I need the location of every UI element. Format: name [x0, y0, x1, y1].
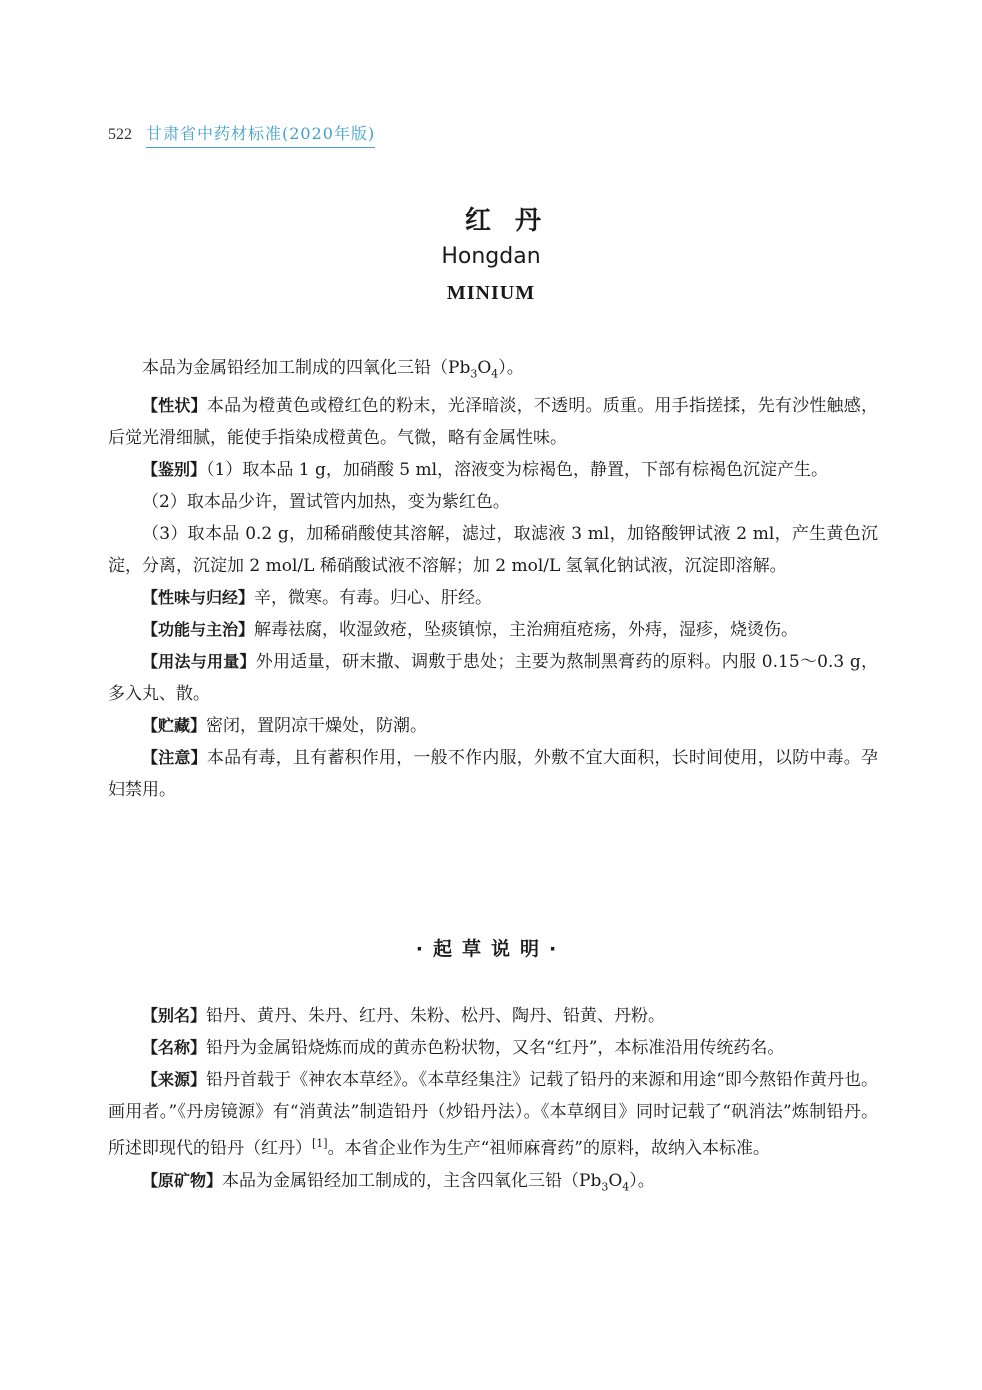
mineral-label: 【原矿物】	[142, 1170, 223, 1190]
nature-meridian-label: 【性味与归经】	[142, 588, 255, 608]
running-header	[108, 124, 375, 148]
caution-label: 【注意】	[142, 748, 207, 768]
storage-paragraph: 【贮藏】密闭，置阴凉干燥处，防潮。	[142, 716, 428, 737]
identification-label: 【鉴别】	[142, 460, 207, 480]
source-label: 【来源】	[142, 1070, 207, 1089]
identification-paragraph-3: （3）取本品 0.2 g，加稀硝酸使其溶解，滤过，取滤液 3 ml，加铬酸钾试液 2 ml，产生黄色沉淀，分离，沉淀加 2 mol/L 稀硝酸试液不溶解；加 2 mol/L 氢氧化钠试液，沉淀即溶解。	[108, 524, 878, 577]
identification-paragraph-1: 【鉴别】（1）取本品 1 g，加硝酸 5 ml，溶液变为棕褐色，静置，下部有棕褐色沉淀产生。	[142, 460, 829, 481]
description-paragraph: 【性状】本品为橙黄色或橙红色的粉末，光泽暗淡，不透明。质重。用手指搓揉，先有沙性触感，后觉光滑细腻，能使手指染成橙黄色。气微，略有金属性味。	[108, 396, 878, 449]
alias-label: 【别名】	[142, 1006, 207, 1025]
intro-paragraph: 本品为金属铅经加工制成的四氧化三铅$(Pb_3O_4)$。	[142, 358, 524, 381]
caution-paragraph: 【注意】本品有毒，且有蓄积作用，一般不作内服，外敷不宜大面积，长时间使用，以防中毒。孕妇禁用。	[108, 748, 878, 801]
function-paragraph: 【功能与主治】解毒祛腐，收湿敛疮，坠痰镇惊，主治痈疽疮疡，外痔，湿疹，烧烫伤。	[142, 620, 799, 641]
name-label: 【名称】	[142, 1038, 207, 1057]
page-number: 522	[108, 126, 132, 143]
identification-paragraph-2: （2）取本品少许，置试管内加热，变为紫红色。	[142, 492, 510, 513]
description-label: 【性状】	[142, 396, 207, 416]
nature-meridian-paragraph: 【性味与归经】辛，微寒。有毒。归心、肝经。	[142, 588, 493, 609]
drafting-notes-heading: ·起草说明·	[415, 938, 567, 960]
name-paragraph: 【名称】铅丹为金属铅烧炼而成的黄赤色粉状物，又名“红丹”，本标准沿用传统药名。	[142, 1038, 785, 1058]
monograph-body	[108, 352, 878, 806]
reference-marker: [1]	[312, 1137, 328, 1150]
monograph-title-chinese: 红丹	[464, 206, 565, 236]
monograph-title-pinyin: Hongdan	[441, 244, 541, 269]
function-label: 【功能与主治】	[142, 620, 255, 640]
mineral-paragraph: 【原矿物】本品为金属铅经加工制成的，主含四氧化三铅$(Pb_3O_4)$。	[142, 1170, 655, 1194]
drafting-notes-body	[108, 1000, 878, 1203]
source-paragraph: 【来源】铅丹首载于《神农本草经》。《本草经集注》记载了铅丹的来源和用途“即今熬铅作黄丹也。画用者。”《丹房镜源》有“消黄法”制造铅丹（炒铅丹法）。《本草纲目》同时记载了“矾消法”炼制铅丹。所述即现代的铅丹（红丹）[1]。本省企业作为生产“祖师麻膏药”的原料，故纳入本标准。	[108, 1070, 878, 1159]
monograph-title-latin: MINIUM	[446, 282, 536, 304]
storage-label: 【贮藏】	[142, 716, 207, 736]
book-title: 甘肃省中药材标准(2020年版)	[146, 124, 375, 148]
alias-paragraph: 【别名】铅丹、黄丹、朱丹、红丹、朱粉、松丹、陶丹、铅黄、丹粉。	[142, 1006, 666, 1026]
usage-dosage-label: 【用法与用量】	[142, 652, 256, 672]
usage-dosage-paragraph: 【用法与用量】外用适量，研末撒、调敷于患处；主要为熬制黑膏药的原料。内服 0.15～0.3 g，多入丸、散。	[108, 652, 878, 705]
